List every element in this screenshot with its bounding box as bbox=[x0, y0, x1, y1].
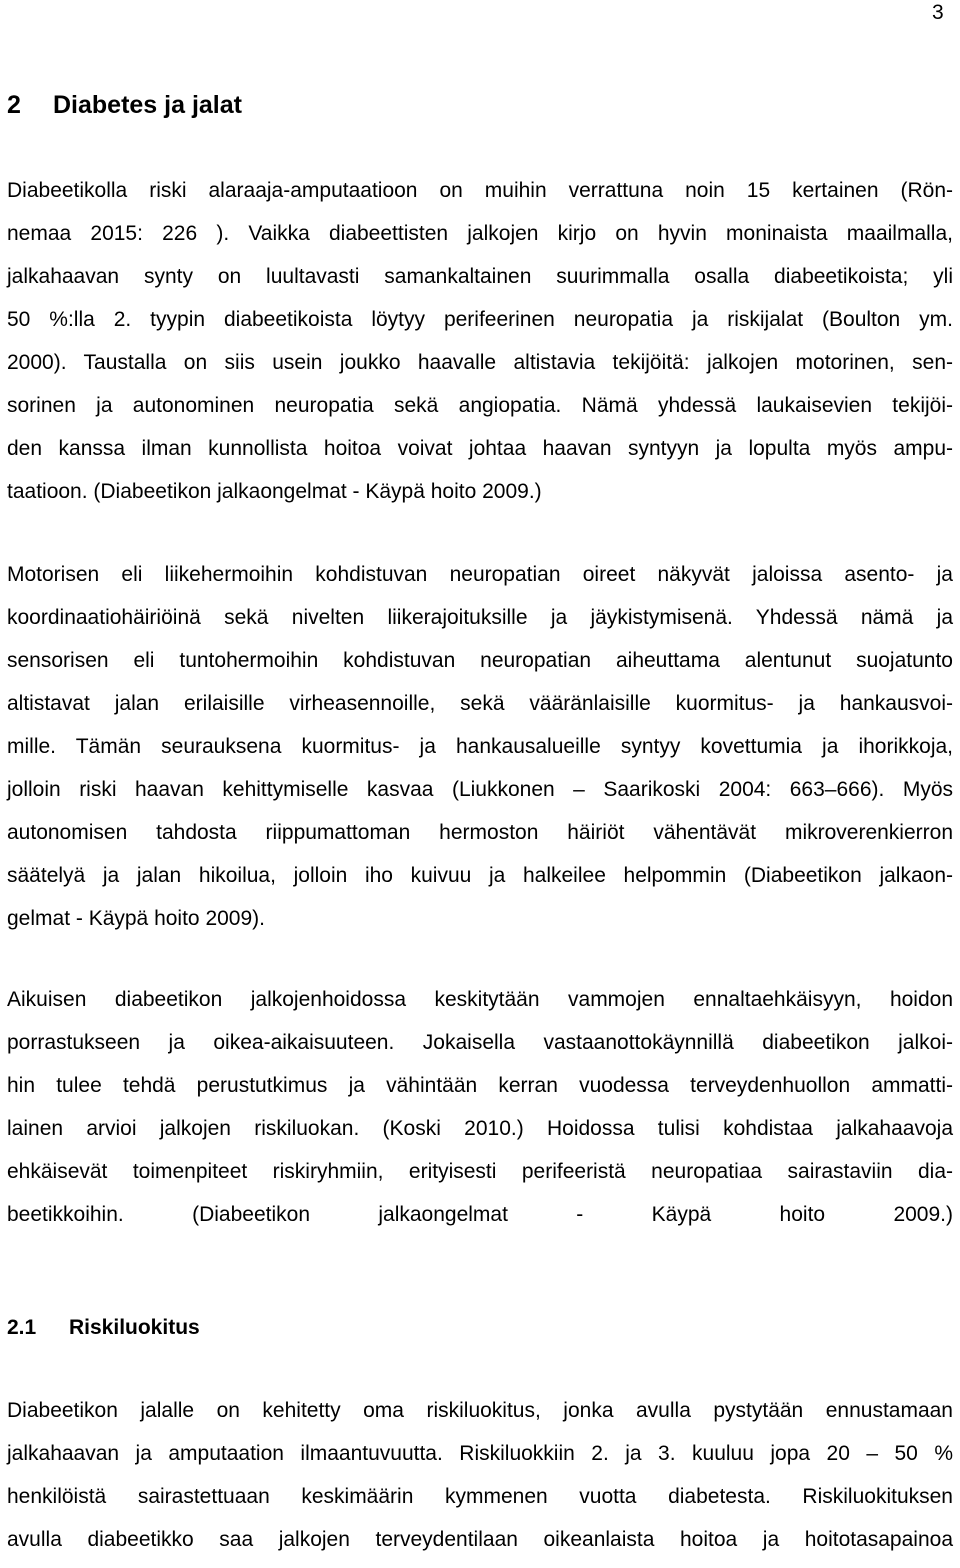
text-line: porrastukseen ja oikea-aikaisuuteen. Jokaisella vastaanottokäynnillä diabeetikon jalkoi- bbox=[7, 1031, 953, 1054]
section-heading bbox=[7, 1313, 200, 1343]
text-line: jalkahaavan synty on luultavasti samankaltainen suurimmalla osalla diabeetikoista; yli bbox=[7, 265, 953, 288]
text-line: 2000). Taustalla on siis usein joukko haavalle altistavia tekijöitä: jalkojen motorinen, sen- bbox=[7, 351, 953, 374]
text-line: altistavat jalan erilaisille virheasennoille, sekä vääränlaisille kuormitus- ja hankausvoi- bbox=[7, 692, 953, 715]
chapter-number: 2 bbox=[7, 91, 21, 119]
chapter-heading bbox=[7, 89, 242, 121]
text-line: sensorisen eli tuntohermoihin kohdistuvan neuropatian aiheuttama alentunut suojatunto bbox=[7, 649, 953, 672]
text-line: gelmat - Käypä hoito 2009). bbox=[7, 907, 265, 930]
text-line: säätelyä ja jalan hikoilua, jolloin iho kuivuu ja halkeilee helpommin (Diabeetikon jalkaon- bbox=[7, 864, 953, 887]
paragraph-2 bbox=[7, 560, 953, 947]
text-line: henkilöistä sairastettuaan keskimäärin kymmenen vuotta diabetesta. Riskiluokituksen bbox=[7, 1485, 953, 1508]
paragraph-4 bbox=[7, 1396, 953, 1568]
text-line: autonomisen tahdosta riippumattoman hermoston häiriöt vähentävät mikroverenkierron bbox=[7, 821, 953, 844]
text-line: 50 %:lla 2. tyypin diabeetikoista löytyy perifeerinen neuropatia ja riskijalat (Boulton ym. bbox=[7, 308, 953, 331]
paragraph-1 bbox=[7, 176, 953, 520]
page-number: 3 bbox=[932, 1, 944, 24]
text-line: mille. Tämän seurauksena kuormitus- ja hankausalueille syntyy kovettumia ja ihorikkoja, bbox=[7, 735, 953, 758]
text-line: Motorisen eli liikehermoihin kohdistuvan neuropatian oireet näkyvät jaloissa asento- ja bbox=[7, 563, 953, 586]
text-line: avulla diabeetikko saa jalkojen terveydentilaan oikeanlaista hoitoa ja hoitotasapainoa bbox=[7, 1528, 953, 1551]
text-line: den kanssa ilman kunnollista hoitoa voivat johtaa haavan syntyyn ja lopulta myös ampu- bbox=[7, 437, 953, 460]
text-line: sorinen ja autonominen neuropatia sekä angiopatia. Nämä yhdessä laukaisevien tekijöi- bbox=[7, 394, 953, 417]
chapter-title: Diabetes ja jalat bbox=[53, 91, 242, 119]
section-title: Riskiluokitus bbox=[69, 1316, 200, 1339]
text-line: jalkahaavan ja amputaation ilmaantuvuutta. Riskiluokkiin 2. ja 3. kuuluu jopa 20 – 50 % bbox=[7, 1442, 953, 1465]
section-number: 2.1 bbox=[7, 1316, 37, 1339]
paragraph-3 bbox=[7, 985, 953, 1243]
text-line: Diabeetikolla riski alaraaja-amputaatioon on muihin verrattuna noin 15 kertainen (Rön- bbox=[7, 179, 953, 202]
text-line: nemaa 2015: 226 ). Vaikka diabeettisten jalkojen kirjo on hyvin moninaista maailmalla, bbox=[7, 222, 953, 245]
text-line: ehkäisevät toimenpiteet riskiryhmiin, erityisesti perifeeristä neuropatiaa sairastaviin dia- bbox=[7, 1160, 953, 1183]
text-line: taatioon. (Diabeetikon jalkaongelmat - Käypä hoito 2009.) bbox=[7, 480, 542, 503]
text-line: jolloin riski haavan kehittymiselle kasvaa (Liukkonen – Saarikoski 2004: 663–666). Myös bbox=[7, 778, 953, 801]
text-line: hin tulee tehdä perustutkimus ja vähintään kerran vuodessa terveydenhuollon ammatti- bbox=[7, 1074, 953, 1097]
text-line: Aikuisen diabeetikon jalkojenhoidossa keskitytään vammojen ennaltaehkäisyyn, hoidon bbox=[7, 988, 953, 1011]
text-line: lainen arvioi jalkojen riskiluokan. (Koski 2010.) Hoidossa tulisi kohdistaa jalkahaavoja bbox=[7, 1117, 953, 1140]
text-line: koordinaatiohäiriöinä sekä nivelten liikerajoituksille ja jäykistymisenä. Yhdessä nämä ja bbox=[7, 606, 953, 629]
text-line: beetikkoihin. (Diabeetikon jalkaongelmat - Käypä hoito 2009.) bbox=[7, 1203, 953, 1226]
text-line: Diabeetikon jalalle on kehitetty oma riskiluokitus, jonka avulla pystytään ennustamaan bbox=[7, 1399, 953, 1422]
